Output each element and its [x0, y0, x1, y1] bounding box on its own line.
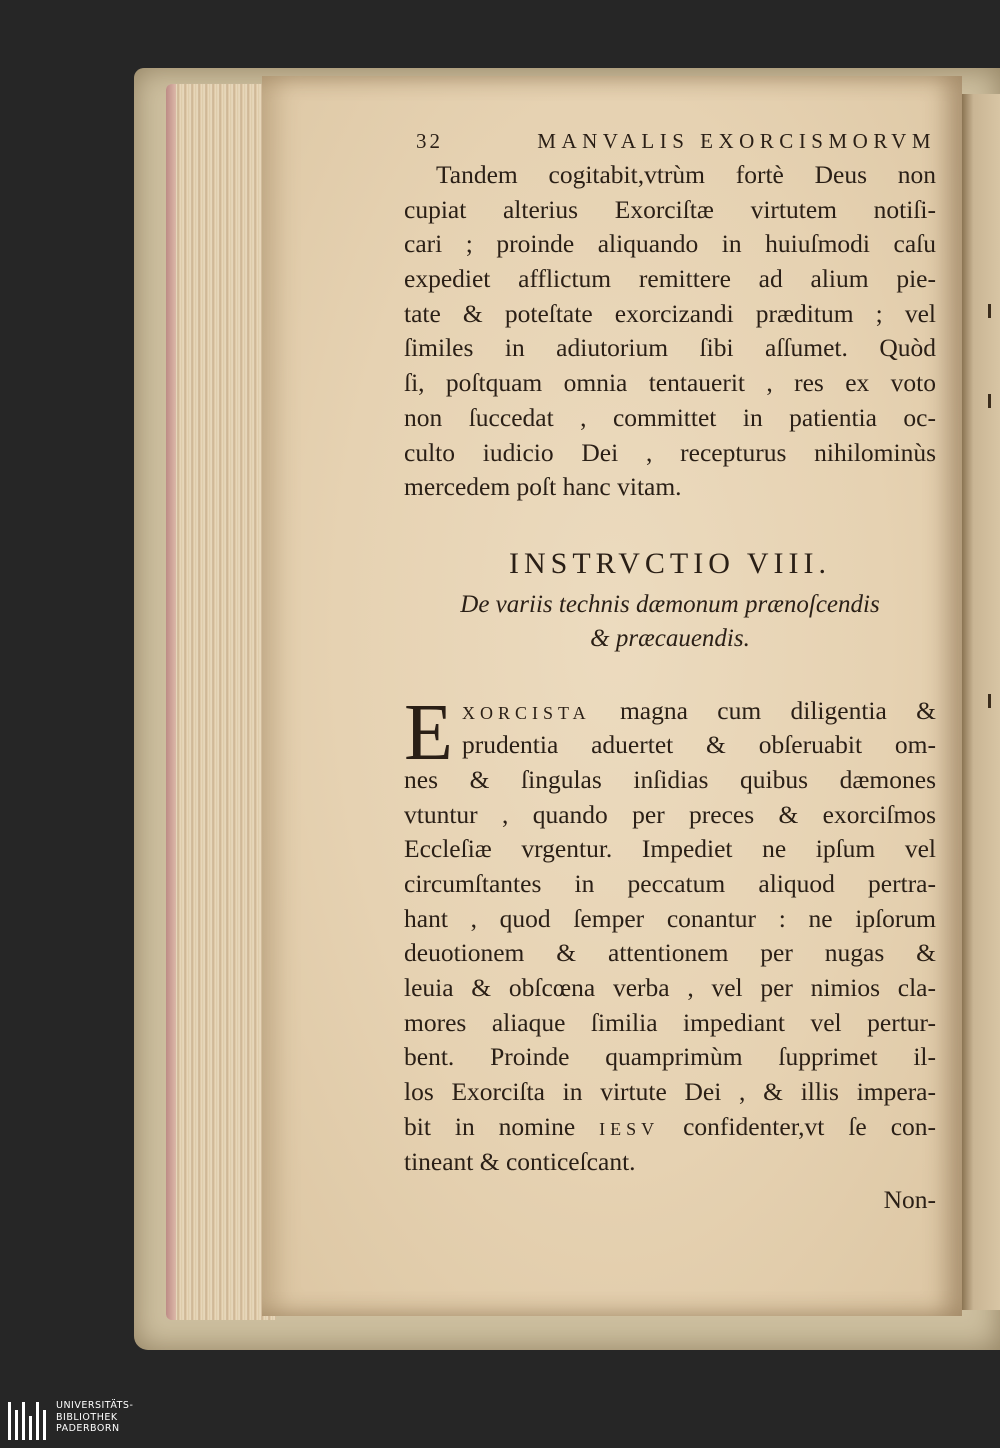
text-line: culto iudicio Dei , recepturus nihilominùs — [404, 437, 936, 467]
small-caps-word: XORCISTA — [462, 702, 591, 723]
text-line: cari ; proinde aliquando in huiuſmodi caſu — [404, 229, 936, 259]
text-line: Tandem cogitabit,vtrùm fortè Deus non — [436, 160, 936, 189]
page-edges-stack — [166, 84, 276, 1320]
section-heading: INSTRVCTIO VIII. — [508, 546, 832, 580]
small-caps-word: IESV — [599, 1118, 660, 1139]
library-logo-line: PADERBORN — [56, 1423, 120, 1434]
page-text — [404, 124, 936, 1218]
library-logo-text — [56, 1400, 133, 1435]
text-line: ſimiles in adiutorium ſibi aſſumet. Quòd — [404, 333, 936, 363]
text-line — [404, 1110, 936, 1145]
text-line: non ſuccedat , committet in patientia oc- — [404, 402, 936, 432]
text-line: los Exorciſta in virtute Dei , & illis impera- — [404, 1077, 936, 1107]
section-subtitle — [404, 588, 936, 656]
drop-cap: E — [404, 688, 453, 777]
facing-page-ink-mark — [988, 694, 991, 708]
text-run: confidenter,vt ſe con- — [683, 1111, 937, 1141]
library-logo — [8, 1400, 148, 1444]
text-line: nes & ſingulas inſidias quibus dæmones — [404, 764, 936, 794]
text-line: vtuntur , quando per preces & exorciſmos — [404, 799, 936, 829]
facing-page-edge — [962, 94, 1000, 1310]
library-logo-line: UNIVERSITÄTS- — [56, 1400, 134, 1411]
page-number: 32 — [416, 129, 443, 153]
text-line — [404, 694, 936, 729]
text-line: bent. Proinde quamprimùm ſupprimet il- — [404, 1042, 936, 1072]
section-subtitle-line: De variis technis dæmonum prænoſcendis — [460, 590, 880, 618]
running-title: MANVALIS EXORCISMORVM — [537, 129, 936, 153]
library-logo-line: BIBLIOTHEK — [56, 1411, 118, 1423]
text-line: leuia & obſcœna verba , vel per nimios cla- — [404, 973, 936, 1003]
paragraph-1 — [404, 158, 936, 505]
text-line: tineant & conticeſcant. — [404, 1146, 636, 1176]
text-line: deuotionem & attentionem per nugas & — [404, 938, 936, 968]
text-line: expediet afflictum remittere ad alium pie- — [404, 264, 936, 294]
running-header — [416, 124, 936, 158]
catchword: Non- — [883, 1185, 936, 1215]
text-run: magna cum diligentia & — [619, 695, 936, 725]
text-line: mercedem poſt hanc vitam. — [404, 472, 682, 502]
text-line: Eccleſiæ vrgentur. Impediet ne ipſum vel — [404, 834, 936, 864]
text-run: bit in nomine — [404, 1111, 576, 1141]
text-line: mores aliaque ſimilia impediant vel pertur- — [404, 1007, 936, 1037]
text-line: circumſtantes in peccatum aliquod pertra- — [404, 869, 936, 899]
text-line: hant , quod ſemper conantur : ne ipſorum — [404, 903, 936, 933]
paragraph-2 — [404, 688, 937, 1180]
facing-page-ink-mark — [988, 304, 991, 318]
text-line: ſi, poſtquam omnia tentauerit , res ex voto — [404, 368, 936, 398]
text-line: tate & poteſtate exorcizandi præditum ; vel — [404, 298, 936, 328]
text-line: cupiat alterius Exorciſtæ virtutem notiſi- — [404, 194, 936, 224]
facing-page-ink-mark — [988, 394, 991, 408]
text-line: prudentia aduertet & obſeruabit om- — [462, 730, 936, 760]
section-subtitle-line: & præcauendis. — [590, 624, 750, 652]
